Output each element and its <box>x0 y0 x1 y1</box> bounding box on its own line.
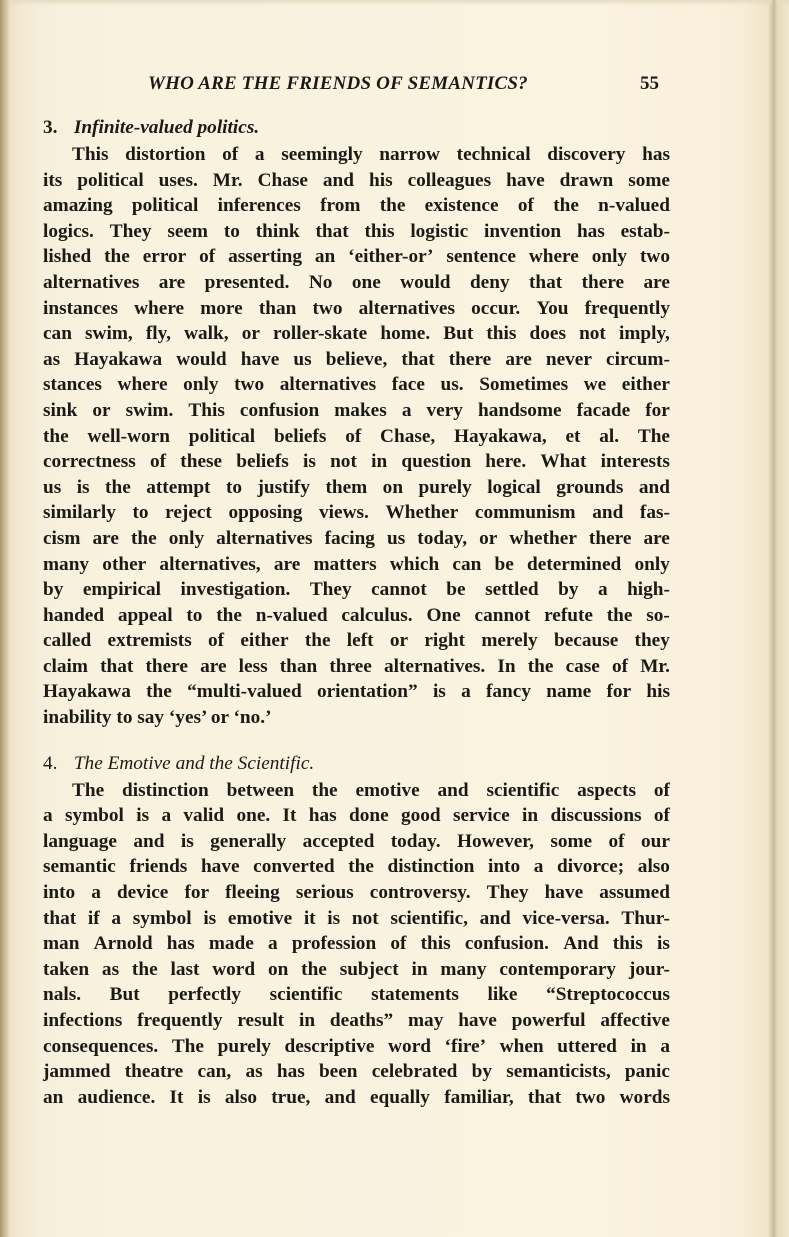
text-line: sink or swim. This confusion makes a very handsome facade for <box>43 399 670 421</box>
text-line: The distinction between the emotive and scientific aspects of <box>72 779 670 801</box>
section-4-paragraph <box>43 778 670 1111</box>
page-top-shadow <box>0 0 789 6</box>
text-line: correctness of these beliefs is not in question here. What interests <box>43 451 670 473</box>
running-head-title: WHO ARE THE FRIENDS OF SEMANTICS? <box>148 73 528 94</box>
text-line: many other alternatives, are matters which can be determined only <box>43 553 670 575</box>
text-line: language and is generally accepted today. However, some of our <box>43 830 670 852</box>
running-head <box>148 73 668 103</box>
text-line: an audience. It is also true, and equally familiar, that two words <box>43 1086 670 1108</box>
text-line: a symbol is a valid one. It has done good service in discussions of <box>43 805 670 827</box>
section-heading-3 <box>43 113 670 142</box>
text-line: Hayakawa the “multi-valued orientation” is a fancy name for his <box>43 681 670 703</box>
text-line: jammed theatre can, as has been celebrated by semanticists, panic <box>43 1061 670 1083</box>
section-title: Infinite-valued politics. <box>73 117 260 138</box>
section-number: 4. <box>43 752 58 774</box>
section-heading-4 <box>43 749 670 778</box>
text-line: that if a symbol is emotive it is not scientific, and vice-versa. Thur- <box>43 907 670 929</box>
page-fore-edge <box>771 0 777 1237</box>
section-3-paragraph <box>43 142 670 731</box>
section-spacer <box>43 731 670 747</box>
text-line: alternatives are presented. No one would deny that there are <box>43 271 670 293</box>
section-title: The Emotive and the Scientific. <box>73 752 315 774</box>
text-line: can swim, fly, walk, or roller-skate home. But this does not imply, <box>43 323 670 345</box>
text-line: by empirical investigation. They cannot be settled by a high- <box>43 579 670 601</box>
text-line: taken as the last word on the subject in many contemporary jour- <box>43 958 670 980</box>
text-line: infections frequently result in deaths” may have powerful affective <box>43 1010 670 1031</box>
text-line: inability to say ‘yes’ or ‘no.’ <box>43 707 272 729</box>
text-line: amazing political inferences from the existence of the n-valued <box>43 195 670 217</box>
text-line: This distortion of a seemingly narrow technical discovery has <box>72 144 670 165</box>
section-number: 3. <box>43 117 58 138</box>
text-line: consequences. The purely descriptive word ‘fire’ when uttered in a <box>43 1035 670 1057</box>
text-line: the well-worn political beliefs of Chase, Hayakawa, et al. The <box>43 425 670 447</box>
text-line: handed appeal to the n-valued calculus. One cannot refute the so- <box>43 604 670 626</box>
text-line: semantic friends have converted the distinction into a divorce; also <box>43 856 670 878</box>
text-line: us is the attempt to justify them on purely logical grounds and <box>43 476 670 498</box>
text-line: called extremists of either the left or right merely because they <box>43 630 670 652</box>
text-line: into a device for fleeing serious controversy. They have assumed <box>43 882 670 904</box>
text-line: man Arnold has made a profession of this confusion. And this is <box>43 933 670 955</box>
text-line: claim that there are less than three alternatives. In the case of Mr. <box>43 655 670 677</box>
page-number: 55 <box>640 73 659 94</box>
book-binding-edge <box>0 0 10 1237</box>
text-line: logics. They seem to think that this logistic invention has estab- <box>43 220 670 242</box>
text-line: cism are the only alternatives facing us today, or whether there are <box>43 527 670 549</box>
text-line: instances where more than two alternatives occur. You frequently <box>43 297 670 319</box>
text-line: its political uses. Mr. Chase and his colleagues have drawn some <box>43 169 670 191</box>
text-line: nals. But perfectly scientific statements like “Streptococcus <box>43 984 670 1006</box>
text-line: similarly to reject opposing views. Whether communism and fas- <box>43 502 670 524</box>
text-line: stances where only two alternatives face us. Sometimes we either <box>43 374 670 396</box>
text-line: lished the error of asserting an ‘either-or’ sentence where only two <box>43 246 670 268</box>
body-text <box>43 113 670 1110</box>
text-line: as Hayakawa would have us believe, that there are never circum- <box>43 348 670 370</box>
